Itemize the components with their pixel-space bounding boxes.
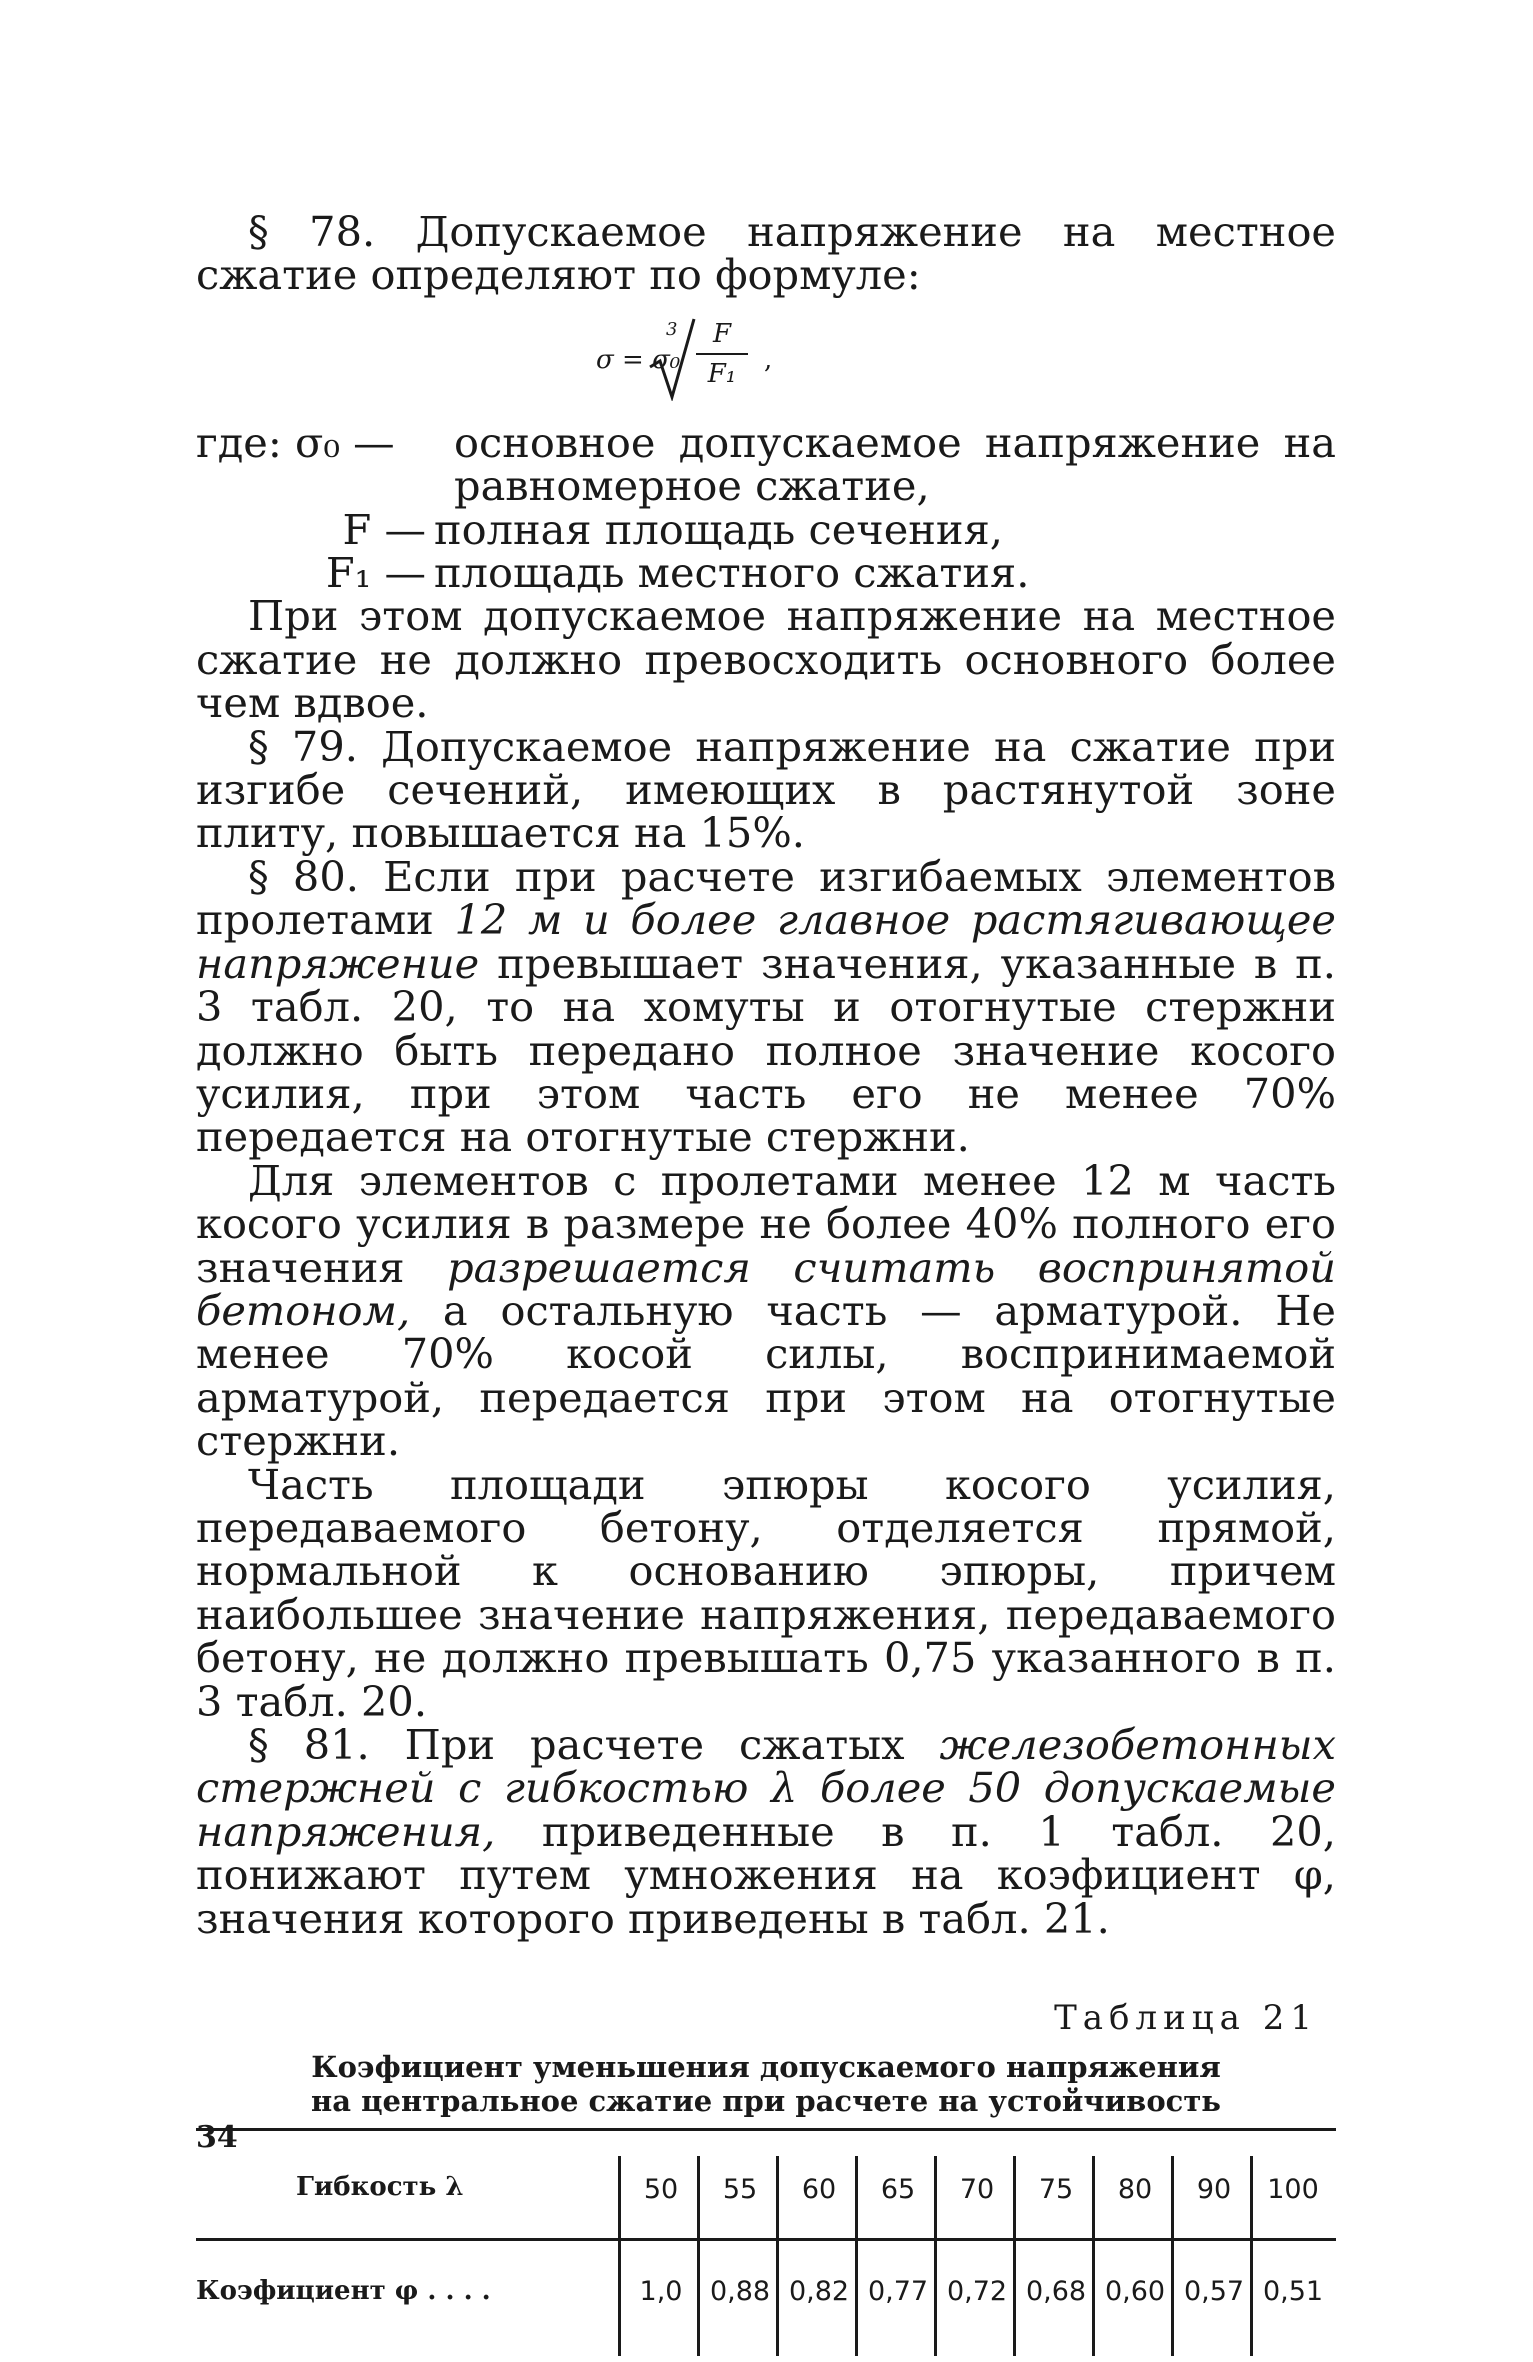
italic-run: железобетонных стержней с гибкостью λ более 50 допускаемые напряжения, [196, 1720, 1336, 1856]
root-index: 3 [666, 318, 678, 340]
section-78-limit: При этом допускаемое напряжение на местное сжатие не должно превосходить основного более чем вдвое. [196, 591, 1336, 728]
def-key: F₁ — [325, 548, 426, 598]
text-run: § 81. При расчете сжатых [248, 1720, 940, 1769]
lambda-cell: 60 [801, 2174, 837, 2206]
table-column-divider [855, 2156, 858, 2356]
phi-cell: 0,68 [1025, 2276, 1087, 2308]
phi-cell: 0,60 [1104, 2276, 1166, 2308]
page-body [196, 207, 1336, 2358]
phi-cell: 0,82 [788, 2276, 850, 2308]
lambda-cell: 80 [1117, 2174, 1153, 2206]
table-title-line1: Коэфициент уменьшения допускаемого напряжения [311, 2050, 1221, 2085]
lambda-cell: 65 [880, 2174, 916, 2206]
def-text: основное допускаемое напряжение на равномерное сжатие, [454, 417, 1336, 511]
text-run: а остальную часть — арматурой. Не менее 70% косой силы, воспринимаемой арматурой, передается при этом на отогнутые стержни. [196, 1285, 1336, 1466]
def-f [196, 504, 1336, 554]
table-caption: Таблица 21 [1054, 1998, 1318, 2039]
phi-cell: 1,0 [639, 2276, 683, 2308]
table-column-divider [934, 2156, 937, 2356]
formula-denominator: F₁ [707, 358, 737, 389]
table-mid-rule [196, 2238, 1336, 2241]
lambda-cell: 90 [1196, 2174, 1232, 2206]
lambda-cell: 75 [1038, 2174, 1074, 2206]
phi-cell: 0,88 [709, 2276, 771, 2308]
table-column-divider [1013, 2156, 1016, 2356]
def-f1 [196, 548, 1336, 598]
phi-cell: 0,57 [1183, 2276, 1245, 2308]
def-sigma0 [196, 417, 1336, 511]
table-column-divider [1171, 2156, 1174, 2356]
coefficient-table [196, 2128, 1336, 2358]
lambda-cell: 100 [1267, 2174, 1319, 2206]
table-column-divider [1092, 2156, 1095, 2356]
table-column-divider [618, 2156, 621, 2356]
row-label-lambda: Гибкость λ [296, 2172, 464, 2203]
section-79: § 79. Допускаемое напряжение на сжатие при изгибе сечений, имеющих в растянутой зоне плиту, повышается на 15%. [196, 721, 1336, 858]
formula [196, 315, 1336, 401]
table-column-divider [776, 2156, 779, 2356]
text-run: § 80. Если при расчете изгибаемых элементов пролетами [196, 851, 1336, 945]
section-78-intro: § 78. Допускаемое напряжение на местное сжатие определяют по формуле: [196, 207, 1336, 300]
row-label-phi: Коэфициент φ . . . . [196, 2276, 491, 2307]
text-run: превышает значения, указанные в п. 3 табл. 20, то на хомуты и отогнутые стержни должно быть передано полное значение косого усилия, при этом часть его не менее 70% передается на отогнутые стержни. [196, 938, 1336, 1162]
section-81 [196, 1720, 1336, 1943]
formula-fraction [696, 315, 748, 393]
lambda-cell: 50 [643, 2174, 679, 2206]
lambda-cell: 70 [959, 2174, 995, 2206]
lambda-cell: 55 [722, 2174, 758, 2206]
text-run: приведенные в п. 1 табл. 20, понижают путем умножения на коэфициент φ, значения которого приведены в табл. 21. [196, 1806, 1336, 1943]
formula-comma: , [764, 344, 773, 375]
phi-cell: 0,77 [867, 2276, 929, 2308]
def-text: полная площадь сечения, [434, 504, 1003, 554]
section-80-part3: Часть площади эпюры косого усилия, передаваемого бетону, отделяется прямой, нормальной к основанию эпюры, причем наибольшее значение напряжения, передаваемого бетону, не должно превышать 0,75 указанного в п. 3 табл. 20. [196, 1459, 1336, 1726]
section-80 [196, 851, 1336, 1162]
page-number: 34 [196, 2120, 238, 2155]
table-column-divider [1250, 2156, 1253, 2356]
section-80-part2 [196, 1155, 1336, 1466]
def-key: F — [342, 504, 426, 554]
table-title-line2: на центральное сжатие при расчете на устойчивость [311, 2084, 1221, 2119]
formula-lhs: σ = σ₀ [596, 344, 681, 375]
table-title [196, 2050, 1336, 2118]
phi-cell: 0,72 [946, 2276, 1008, 2308]
formula-numerator: F [696, 315, 748, 355]
phi-cell: 0,51 [1262, 2276, 1324, 2308]
italic-run: разрешается считать воспринятой бетоном, [196, 1242, 1336, 1335]
def-text: площадь местного сжатия. [434, 548, 1030, 598]
table-column-divider [697, 2156, 700, 2356]
definitions [196, 417, 1336, 598]
table-top-rule [196, 2128, 1336, 2131]
def-key: где: σ₀ — [196, 417, 395, 467]
cube-root-sign [646, 317, 696, 401]
text-run: Для элементов с пролетами менее 12 м часть косого усилия в размере не более 40% полного его значения [196, 1155, 1336, 1292]
italic-run: 12 м и более главное растягивающее напряжение [196, 895, 1336, 988]
